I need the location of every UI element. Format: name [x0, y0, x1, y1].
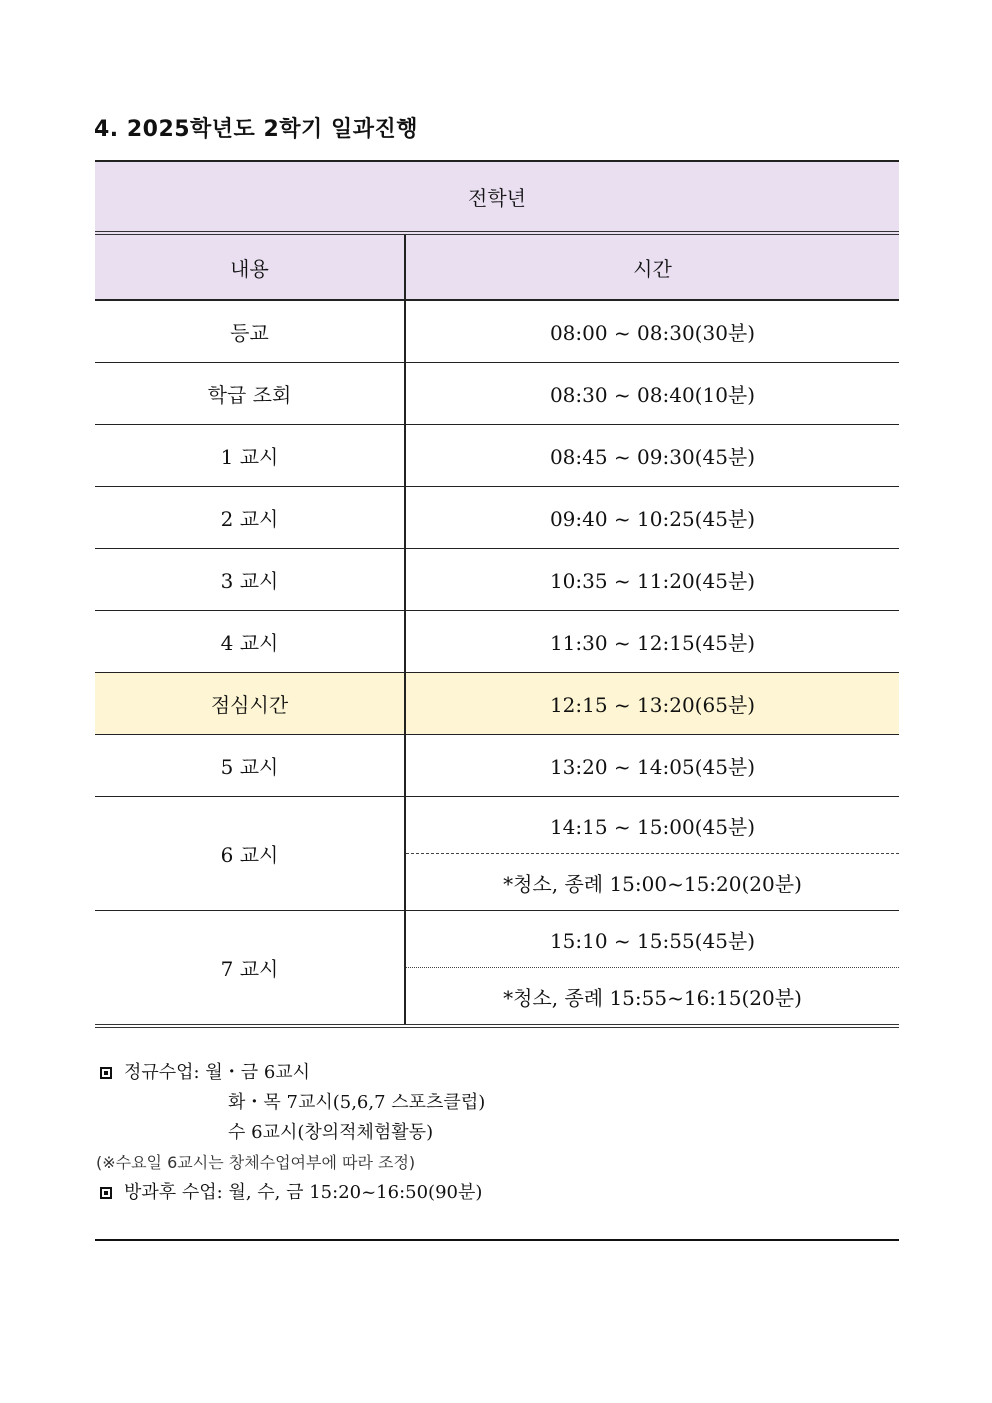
- row-time: 14:15 ~ 15:00(45분): [405, 797, 899, 854]
- table-row: [95, 487, 899, 549]
- after-school-note: [96, 1178, 485, 1208]
- row-extra-note: *청소, 종례 15:00~15:20(20분): [405, 854, 899, 911]
- regular-class-text: 정규수업: 월・금 6교시: [124, 1062, 311, 1083]
- section-title: 4. 2025학년도 2학기 일과진행: [94, 117, 418, 142]
- row-label: 6 교시: [95, 797, 405, 911]
- time-column-header: 시간: [405, 233, 899, 300]
- regular-class-note: [96, 1058, 485, 1088]
- row-time: 09:40 ~ 10:25(45분): [405, 487, 899, 549]
- table-row: [95, 300, 899, 363]
- row-extra-note: *청소, 종례 15:55~16:15(20분): [405, 968, 899, 1027]
- table-top-header-row: [95, 161, 899, 233]
- table-row: [95, 549, 899, 611]
- row-label: 7 교시: [95, 911, 405, 1027]
- row-time: 12:15 ~ 13:20(65분): [405, 673, 899, 735]
- row-time: 13:20 ~ 14:05(45분): [405, 735, 899, 797]
- row-label: 5 교시: [95, 735, 405, 797]
- row-time: 08:00 ~ 08:30(30분): [405, 300, 899, 363]
- row-time: 10:35 ~ 11:20(45분): [405, 549, 899, 611]
- row-label: 2 교시: [95, 487, 405, 549]
- row-label: 등교: [95, 300, 405, 363]
- schedule-table: [95, 160, 899, 1028]
- row-label: 4 교시: [95, 611, 405, 673]
- content-column-header: 내용: [95, 233, 405, 300]
- table-row: [95, 797, 899, 854]
- square-bullet-icon: [100, 1067, 112, 1079]
- table-row: [95, 911, 899, 968]
- table-row: [95, 425, 899, 487]
- row-time: 11:30 ~ 12:15(45분): [405, 611, 899, 673]
- row-label: 3 교시: [95, 549, 405, 611]
- table-row: [95, 735, 899, 797]
- regular-class-line2: 화・목 7교시(5,6,7 스포츠클럽): [228, 1092, 486, 1113]
- bottom-divider: [95, 1239, 899, 1241]
- table-row: [95, 611, 899, 673]
- row-label: 1 교시: [95, 425, 405, 487]
- regular-class-line3: 수 6교시(창의적체험활동): [228, 1122, 434, 1143]
- row-time: 08:45 ~ 09:30(45분): [405, 425, 899, 487]
- row-label: 학급 조회: [95, 363, 405, 425]
- lunch-row: [95, 673, 899, 735]
- row-time: 15:10 ~ 15:55(45분): [405, 911, 899, 968]
- row-time: 08:30 ~ 08:40(10분): [405, 363, 899, 425]
- column-header-row: [95, 233, 899, 300]
- all-grades-header: 전학년: [95, 161, 899, 233]
- square-bullet-icon: [100, 1187, 112, 1199]
- table-row: [95, 363, 899, 425]
- row-label: 점심시간: [95, 673, 405, 735]
- after-school-text: 방과후 수업: 월, 수, 금 15:20~16:50(90분): [124, 1182, 483, 1203]
- wednesday-remark: (※수요일 6교시는 창체수업여부에 따라 조정): [96, 1153, 416, 1172]
- notes-section: [96, 1058, 485, 1208]
